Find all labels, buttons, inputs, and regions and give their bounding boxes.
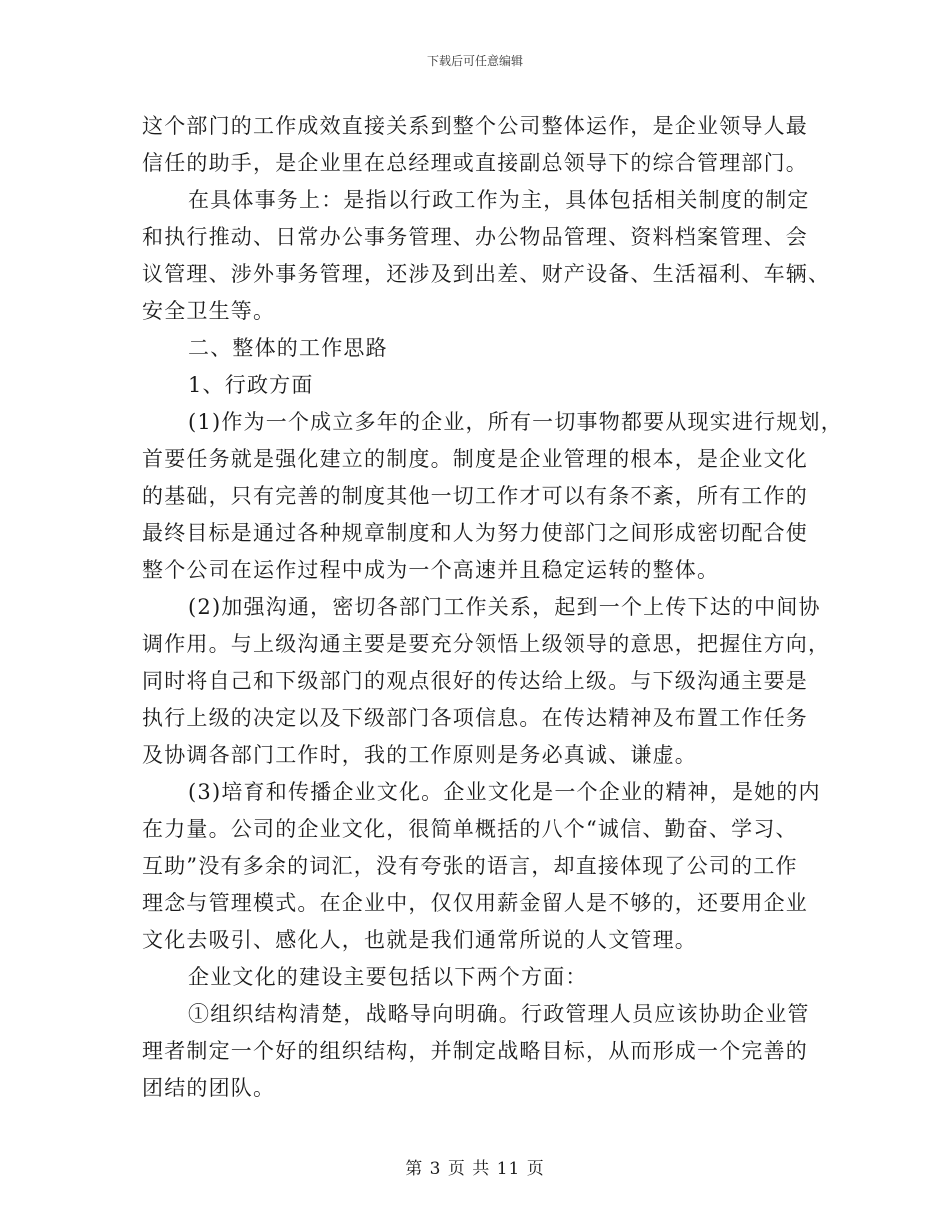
page-number-footer: 第 3 页 共 11 页	[405, 1159, 545, 1179]
text-line: 企业文化的建设主要包括以下两个方面：	[188, 965, 588, 989]
text-line: 文化去吸引、感化人，也就是我们通常所说的人文管理。	[142, 928, 697, 952]
text-line: 议管理、涉外事务管理，还涉及到出差、财产设备、生活福利、车辆、	[142, 262, 831, 286]
document-body	[142, 108, 843, 1107]
text-line: 首要任务就是强化建立的制度。制度是企业管理的根本，是企业文化	[142, 447, 808, 471]
text-line: 团结的团队。	[142, 1076, 276, 1100]
text-line: 信任的助手，是企业里在总经理或直接副总领导下的综合管理部门。	[142, 151, 808, 175]
text-line: 二、整体的工作思路	[188, 336, 388, 360]
text-line: (1)作为一个成立多年的企业，所有一切事物都要从现实进行规划，	[188, 410, 843, 434]
text-line: 在力量。公司的企业文化，很简单概括的八个“诚信、勤奋、学习、	[142, 817, 798, 841]
text-line: 最终目标是通过各种规章制度和人为努力使部门之间形成密切配合使	[142, 521, 808, 545]
text-line: 和执行推动、日常办公事务管理、办公物品管理、资料档案管理、会	[142, 225, 808, 249]
text-line: 1、行政方面	[188, 373, 314, 397]
text-line: 及协调各部门工作时，我的工作原则是务必真诚、谦虚。	[142, 743, 697, 767]
text-line: 理念与管理模式。在企业中，仅仅用薪金留人是不够的，还要用企业	[142, 891, 808, 915]
text-line: 安全卫生等。	[142, 299, 276, 323]
text-line: (3)培育和传播企业文化。企业文化是一个企业的精神，是她的内	[188, 780, 821, 804]
text-line: 理者制定一个好的组织结构，并制定战略目标，从而形成一个完善的	[142, 1039, 808, 1063]
text-line: (2)加强沟通，密切各部门工作关系，起到一个上传下达的中间协	[188, 595, 821, 619]
text-line: 执行上级的决定以及下级部门各项信息。在传达精神及布置工作任务	[142, 706, 808, 730]
text-line: 同时将自己和下级部门的观点很好的传达给上级。与下级沟通主要是	[142, 669, 808, 693]
text-line: 互助”没有多余的词汇，没有夸张的语言，却直接体现了公司的工作	[142, 854, 798, 878]
text-line: 这个部门的工作成效直接关系到整个公司整体运作，是企业领导人最	[142, 114, 808, 138]
text-line: 的基础，只有完善的制度其他一切工作才可以有条不紊，所有工作的	[142, 484, 808, 508]
page-header-note: 下载后可任意编辑	[426, 54, 523, 68]
text-line: 在具体事务上：是指以行政工作为主，具体包括相关制度的制定	[188, 188, 810, 212]
text-line: ①组织结构清楚，战略导向明确。行政管理人员应该协助企业管	[188, 1002, 810, 1026]
text-line: 调作用。与上级沟通主要是要充分领悟上级领导的意思，把握住方向，	[142, 632, 831, 656]
text-line: 整个公司在运作过程中成为一个高速并且稳定运转的整体。	[142, 558, 720, 582]
